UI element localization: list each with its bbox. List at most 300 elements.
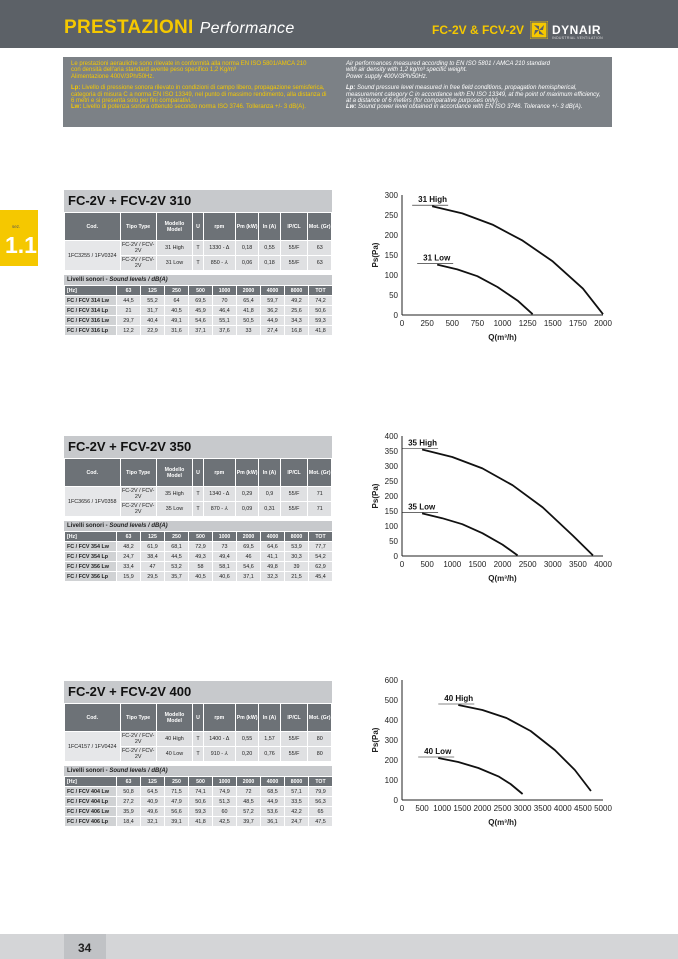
spec-cell: 0,55 <box>235 732 258 747</box>
y-tick-label: 0 <box>393 552 398 561</box>
sound-cell: 37,1 <box>237 572 261 582</box>
x-tick-label: 500 <box>445 319 459 328</box>
x-tick-label: 0 <box>399 319 405 328</box>
sound-header-cell: 250 <box>165 777 189 787</box>
sound-header-cell: 8000 <box>285 286 309 296</box>
y-tick-label: 150 <box>384 507 398 516</box>
product-block <box>64 436 332 582</box>
spec-cell: 35 Low <box>156 502 192 517</box>
x-tick-label: 1750 <box>568 319 587 328</box>
x-tick-label: 2000 <box>594 319 612 328</box>
sound-cell: 41,1 <box>261 552 285 562</box>
series-label: 35 High <box>408 438 438 448</box>
sound-cell: 49,2 <box>285 296 309 306</box>
sound-cell: 77,7 <box>309 542 333 552</box>
spec-header-cell: Mot. (Gr) <box>308 704 332 732</box>
sound-cell: 57,1 <box>285 787 309 797</box>
spec-cell: 0,9 <box>259 487 280 502</box>
page-title <box>64 17 295 39</box>
sound-cell: 44,9 <box>261 797 285 807</box>
spec-header-cell: rpm <box>203 213 235 241</box>
spec-cell: 40 High <box>156 732 192 747</box>
y-tick-label: 500 <box>384 696 398 705</box>
sound-header-cell: 8000 <box>285 532 309 542</box>
sound-cell: 68,1 <box>165 542 189 552</box>
performance-chart <box>360 672 630 832</box>
info-en-line: Power supply 400V/3Ph/50Hz. <box>346 73 428 80</box>
chart-svg <box>360 672 630 832</box>
product-block <box>64 681 332 827</box>
x-tick-label: 4000 <box>594 560 612 569</box>
y-tick-label: 100 <box>384 522 398 531</box>
y-tick-label: 250 <box>384 477 398 486</box>
sound-cell: 49,6 <box>141 807 165 817</box>
sound-cell: 15,9 <box>117 572 141 582</box>
series-label: 31 Low <box>423 253 451 263</box>
sound-cell: 29,5 <box>141 572 165 582</box>
info-italian <box>71 61 331 111</box>
sound-cell: 73 <box>213 542 237 552</box>
sound-header-cell: 4000 <box>261 286 285 296</box>
sound-cell: 39,7 <box>237 817 261 827</box>
sound-cell: 46 <box>237 552 261 562</box>
x-tick-label: 4500 <box>574 804 592 813</box>
sound-cell: 50,5 <box>237 316 261 326</box>
sound-cell: 36,1 <box>261 817 285 827</box>
spec-row <box>65 241 332 256</box>
spec-header-cell: Pm (kW) <box>235 213 258 241</box>
spec-header-cell: In (A) <box>259 213 280 241</box>
sound-header-cell: TOT <box>309 286 333 296</box>
product-code: 1FC3656 / 1FV0358 <box>65 487 121 517</box>
spec-header-cell: Tipo Type <box>120 704 156 732</box>
chart-svg <box>360 428 630 588</box>
brand-name: DYNAIR <box>552 23 602 37</box>
spec-cell: 0,06 <box>235 256 258 271</box>
y-tick-label: 200 <box>384 756 398 765</box>
sound-cell: 21,5 <box>285 572 309 582</box>
sound-cell: 21 <box>117 306 141 316</box>
spec-header-cell: rpm <box>203 459 235 487</box>
sound-cell: 40,5 <box>189 572 213 582</box>
chart-svg <box>360 187 630 347</box>
sound-cell: 40,5 <box>165 306 189 316</box>
spec-cell: FC-2V / FCV-2V <box>122 242 155 254</box>
x-tick-label: 3500 <box>568 560 587 569</box>
sound-cell: 48,5 <box>237 797 261 807</box>
sound-cell: 50,8 <box>117 787 141 797</box>
spec-header-cell: Mot. (Gr) <box>308 459 332 487</box>
spec-cell: T <box>193 241 204 256</box>
spec-cell: 55/F <box>280 732 308 747</box>
sound-header-cell: 125 <box>141 532 165 542</box>
sound-row-label: FC / FCV 316 Lw <box>65 316 117 326</box>
spec-header-cell: Mot. (Gr) <box>308 213 332 241</box>
sound-cell: 40,9 <box>141 797 165 807</box>
y-tick-label: 600 <box>384 676 398 685</box>
models-label: FC-2V & FCV-2V <box>432 23 525 37</box>
sound-cell: 44,5 <box>165 552 189 562</box>
info-en-line: with air density with 1,2 kg/m³ specific weight. <box>346 67 468 74</box>
x-tick-label: 500 <box>415 804 429 813</box>
sound-cell: 71,5 <box>165 787 189 797</box>
sound-cell: 59,3 <box>309 316 333 326</box>
sound-title-it: Livelli sonori - <box>67 277 110 283</box>
sound-cell: 12,2 <box>117 326 141 336</box>
sound-title <box>64 521 332 531</box>
x-tick-label: 2000 <box>493 560 512 569</box>
x-tick-label: 5000 <box>594 804 612 813</box>
spec-table <box>64 458 332 517</box>
x-tick-label: 2000 <box>473 804 492 813</box>
spec-cell: 55/F <box>280 241 308 256</box>
sound-cell: 58,1 <box>213 562 237 572</box>
x-tick-label: 1000 <box>443 560 462 569</box>
lp-text: Sound pressure level measured in free field conditions, propagation hemispherical, measurement category C in accordance with EN ISO 13349, at the point of maximum efficiency, at a distance of 6 meters (for comparative purposes only). <box>346 85 601 105</box>
sound-header-cell: 4000 <box>261 532 285 542</box>
spec-cell: 55/F <box>280 502 308 517</box>
x-tick-label: 1250 <box>518 319 537 328</box>
series-line <box>432 206 603 314</box>
sound-cell: 74,1 <box>189 787 213 797</box>
sound-cell: 33 <box>237 326 261 336</box>
sound-row-label: FC / FCV 314 Lw <box>65 296 117 306</box>
spec-header-cell: Cod. <box>65 704 121 732</box>
product-code: 1FC4157 / 1FV0424 <box>65 732 121 762</box>
spec-header-cell: IP/CL <box>280 213 308 241</box>
spec-header-cell: Pm (kW) <box>235 459 258 487</box>
sound-cell: 36,2 <box>261 306 285 316</box>
sound-cell: 51,3 <box>213 797 237 807</box>
sound-cell: 56,6 <box>165 807 189 817</box>
y-tick-label: 400 <box>384 432 398 441</box>
sound-cell: 45,9 <box>189 306 213 316</box>
sound-header-cell: 125 <box>141 777 165 787</box>
spec-header-cell: Cod. <box>65 459 121 487</box>
sound-table <box>64 285 333 336</box>
spec-cell: T <box>193 732 204 747</box>
sound-cell: 41,8 <box>237 306 261 316</box>
sound-cell: 47,9 <box>165 797 189 807</box>
sound-cell: 49,1 <box>165 316 189 326</box>
sound-cell: 64,5 <box>141 787 165 797</box>
sound-header-cell: 500 <box>189 777 213 787</box>
x-tick-label: 1500 <box>468 560 487 569</box>
spec-cell: 0,31 <box>259 502 280 517</box>
performance-chart <box>360 187 630 347</box>
lw-key: Lw: <box>346 104 357 111</box>
x-tick-label: 2500 <box>493 804 512 813</box>
x-tick-label: 250 <box>420 319 434 328</box>
x-tick-label: 0 <box>399 804 405 813</box>
spec-cell: 0,76 <box>259 747 280 762</box>
sound-cell: 47 <box>141 562 165 572</box>
sound-cell: 35,7 <box>165 572 189 582</box>
sound-cell: 49,3 <box>189 552 213 562</box>
sound-row <box>65 296 333 306</box>
y-tick-label: 100 <box>384 271 398 280</box>
spec-header-cell: Tipo Type <box>120 213 156 241</box>
product-title: FC-2V + FCV-2V 310 <box>64 190 332 212</box>
sound-title-it: Livelli sonori - <box>67 523 110 529</box>
spec-cell: 850 - ⅄ <box>203 256 235 271</box>
spec-header-cell: Modello Model <box>156 704 192 732</box>
spec-header-row <box>65 459 332 487</box>
sound-cell: 47,5 <box>309 817 333 827</box>
sound-cell: 72 <box>237 787 261 797</box>
info-it-lp <box>71 85 331 104</box>
sound-cell: 55,2 <box>141 296 165 306</box>
info-it-line: con densità dell'aria standard avente peso specifico 1,2 Kg/m³ <box>71 67 236 74</box>
sound-cell: 41,8 <box>309 326 333 336</box>
fan-logo-icon <box>530 21 548 39</box>
sound-cell: 24,7 <box>285 817 309 827</box>
spec-cell: FC-2V / FCV-2V <box>122 257 155 269</box>
info-box <box>63 57 612 127</box>
sound-title-en: Sound levels / dB(A) <box>109 768 168 774</box>
spec-cell: T <box>193 747 204 762</box>
y-tick-label: 50 <box>389 537 398 546</box>
sound-cell: 59,7 <box>261 296 285 306</box>
sound-cell: 39 <box>285 562 309 572</box>
spec-header-cell: U <box>193 213 204 241</box>
spec-cell: 870 - ⅄ <box>203 502 235 517</box>
sound-header-cell: TOT <box>309 532 333 542</box>
sound-row-label: FC / FCV 404 Lp <box>65 797 117 807</box>
sound-row-label: FC / FCV 356 Lw <box>65 562 117 572</box>
sound-table <box>64 776 333 827</box>
sound-cell: 34,3 <box>285 316 309 326</box>
spec-cell: 55/F <box>280 747 308 762</box>
y-tick-label: 200 <box>384 492 398 501</box>
sound-header-cell: [Hz] <box>65 777 117 787</box>
spec-cell: 40 Low <box>156 747 192 762</box>
x-tick-label: 1500 <box>453 804 472 813</box>
sound-title-it: Livelli sonori - <box>67 768 110 774</box>
sound-cell: 29,7 <box>117 316 141 326</box>
sound-cell: 50,6 <box>189 797 213 807</box>
spec-cell: 71 <box>308 502 332 517</box>
y-tick-label: 300 <box>384 191 398 200</box>
sound-cell: 64,6 <box>261 542 285 552</box>
sound-cell: 57,2 <box>237 807 261 817</box>
sound-header-cell: 250 <box>165 286 189 296</box>
spec-header-cell: In (A) <box>259 459 280 487</box>
sound-row-label: FC / FCV 356 Lp <box>65 572 117 582</box>
spec-header-cell: Modello Model <box>156 459 192 487</box>
x-tick-label: 500 <box>420 560 434 569</box>
spec-cell: 1,57 <box>259 732 280 747</box>
x-tick-label: 1000 <box>433 804 452 813</box>
product-title: FC-2V + FCV-2V 400 <box>64 681 332 703</box>
sound-cell: 69,5 <box>189 296 213 306</box>
sound-cell: 16,8 <box>285 326 309 336</box>
sound-cell: 50,6 <box>309 306 333 316</box>
sound-cell: 53,9 <box>285 542 309 552</box>
spec-cell: 1340 - Δ <box>203 487 235 502</box>
info-en-lp <box>346 85 606 104</box>
sound-cell: 79,9 <box>309 787 333 797</box>
sound-header-cell: 1000 <box>213 532 237 542</box>
sound-row-label: FC / FCV 354 Lw <box>65 542 117 552</box>
sound-cell: 42,2 <box>285 807 309 817</box>
sound-cell: 31,6 <box>165 326 189 336</box>
sound-header-cell: 63 <box>117 286 141 296</box>
x-tick-label: 3500 <box>533 804 552 813</box>
title-en: Performance <box>199 20 295 37</box>
sound-header-cell: 2000 <box>237 286 261 296</box>
lw-text: Livello di potenza sonora ottenuto secondo norma ISO 3746. Tolleranza +/- 3 dB(A). <box>83 104 306 111</box>
brand-logo <box>530 21 601 39</box>
sound-row <box>65 542 333 552</box>
y-axis-label: Ps(Pa) <box>371 483 380 509</box>
sound-cell: 49,4 <box>213 552 237 562</box>
sound-row <box>65 797 333 807</box>
sound-header-cell: 4000 <box>261 777 285 787</box>
spec-cell: 55/F <box>280 256 308 271</box>
sound-cell: 33,5 <box>285 797 309 807</box>
sound-cell: 45,4 <box>309 572 333 582</box>
y-tick-label: 0 <box>393 796 398 805</box>
sound-header-cell: [Hz] <box>65 532 117 542</box>
y-axis-label: Ps(Pa) <box>371 242 380 268</box>
sound-header-cell: 8000 <box>285 777 309 787</box>
sound-header-cell: 500 <box>189 286 213 296</box>
spec-table <box>64 212 332 271</box>
spec-cell: 31 High <box>156 241 192 256</box>
sound-row-label: FC / FCV 354 Lp <box>65 552 117 562</box>
sound-header-cell: 1000 <box>213 286 237 296</box>
x-tick-label: 3000 <box>513 804 532 813</box>
spec-cell: 1400 - Δ <box>203 732 235 747</box>
sound-cell: 22,9 <box>141 326 165 336</box>
spec-cell: 80 <box>308 747 332 762</box>
sound-header-cell: 63 <box>117 532 141 542</box>
series-label: 35 Low <box>408 502 436 512</box>
sound-cell: 53,2 <box>165 562 189 572</box>
sound-cell: 33,4 <box>117 562 141 572</box>
sound-cell: 49,8 <box>261 562 285 572</box>
spec-cell: 80 <box>308 732 332 747</box>
spec-cell: 63 <box>308 256 332 271</box>
sound-cell: 44,9 <box>261 316 285 326</box>
sound-row <box>65 787 333 797</box>
sound-cell: 74,2 <box>309 296 333 306</box>
sound-cell: 68,5 <box>261 787 285 797</box>
sound-cell: 59,3 <box>189 807 213 817</box>
info-it-line: Le prestazioni aerauliche sono rilevate in conformità alla norma EN ISO 5801/AMCA 210 <box>71 61 307 67</box>
x-axis-label: Q(m³/h) <box>488 574 517 583</box>
sound-cell: 61,9 <box>141 542 165 552</box>
sound-cell: 64 <box>165 296 189 306</box>
spec-cell: 31 Low <box>156 256 192 271</box>
spec-header-cell: U <box>193 704 204 732</box>
lp-text: Livello di pressione sonora rilevato in condizioni di campo libero, propagazione semisferica, categoria di misura C a norma EN ISO 13349, nel punto di massimo rendimento, alla distanza di 6 metri e si presenta solo per fini comparativi. <box>71 85 327 105</box>
sound-row <box>65 572 333 582</box>
y-tick-label: 250 <box>384 211 398 220</box>
spec-header-cell: rpm <box>203 704 235 732</box>
sound-cell: 46,4 <box>213 306 237 316</box>
sound-header-cell: 63 <box>117 777 141 787</box>
lw-key: Lw: <box>71 104 82 111</box>
sound-row <box>65 316 333 326</box>
sound-cell: 39,1 <box>165 817 189 827</box>
spec-header-row <box>65 213 332 241</box>
info-it-line: Alimentazione 400V/3Ph/50Hz. <box>71 73 155 80</box>
sound-cell: 55,1 <box>213 316 237 326</box>
sound-cell: 54,6 <box>237 562 261 572</box>
x-axis-label: Q(m³/h) <box>488 818 517 827</box>
sound-row-label: FC / FCV 316 Lp <box>65 326 117 336</box>
series-label: 40 High <box>444 694 474 703</box>
spec-cell: FC-2V / FCV-2V <box>122 748 155 760</box>
sound-cell: 60 <box>213 807 237 817</box>
sound-row-label: FC / FCV 406 Lw <box>65 807 117 817</box>
sound-cell: 18,4 <box>117 817 141 827</box>
product-title: FC-2V + FCV-2V 350 <box>64 436 332 458</box>
sound-cell: 56,3 <box>309 797 333 807</box>
sound-cell: 27,2 <box>117 797 141 807</box>
sound-cell: 40,4 <box>141 316 165 326</box>
y-tick-label: 150 <box>384 251 398 260</box>
series-line <box>438 758 522 794</box>
sound-title <box>64 275 332 285</box>
sound-header-cell: [Hz] <box>65 286 117 296</box>
performance-chart <box>360 428 630 588</box>
series-line <box>458 705 591 791</box>
sound-cell: 65,4 <box>237 296 261 306</box>
sound-cell: 44,5 <box>117 296 141 306</box>
series-line <box>437 265 532 315</box>
spec-cell: T <box>193 487 204 502</box>
sound-table <box>64 531 333 582</box>
spec-cell: FC-2V / FCV-2V <box>122 488 155 500</box>
title-it: PRESTAZIONI <box>64 17 194 38</box>
footer-bar <box>0 934 678 959</box>
sound-cell: 70 <box>213 296 237 306</box>
sound-cell: 32,3 <box>261 572 285 582</box>
sound-header-row <box>65 777 333 787</box>
sound-row <box>65 552 333 562</box>
sound-cell: 37,6 <box>213 326 237 336</box>
series-label: 31 High <box>418 195 448 205</box>
spec-cell: 0,55 <box>259 241 280 256</box>
y-tick-label: 50 <box>389 291 398 300</box>
sound-row-label: FC / FCV 314 Lp <box>65 306 117 316</box>
spec-cell: 0,20 <box>235 747 258 762</box>
sound-cell: 40,6 <box>213 572 237 582</box>
x-tick-label: 0 <box>399 560 405 569</box>
lw-text: Sound power level obtained in accordance with EN ISO 3746. Tolerance +/- 3 dB(A). <box>358 104 583 111</box>
series-line <box>422 450 593 556</box>
info-en-lw <box>346 104 606 110</box>
spec-row <box>65 487 332 502</box>
sound-cell: 53,6 <box>261 807 285 817</box>
spec-cell: 0,18 <box>259 256 280 271</box>
sound-header-cell: 125 <box>141 286 165 296</box>
sound-cell: 30,3 <box>285 552 309 562</box>
sound-cell: 25,6 <box>285 306 309 316</box>
spec-cell: 71 <box>308 487 332 502</box>
sound-header-cell: 250 <box>165 532 189 542</box>
sound-cell: 72,9 <box>189 542 213 552</box>
sound-cell: 74,9 <box>213 787 237 797</box>
series-line <box>422 513 517 555</box>
sound-row <box>65 326 333 336</box>
sound-row <box>65 817 333 827</box>
sound-header-cell: 2000 <box>237 777 261 787</box>
spec-cell: T <box>193 502 204 517</box>
